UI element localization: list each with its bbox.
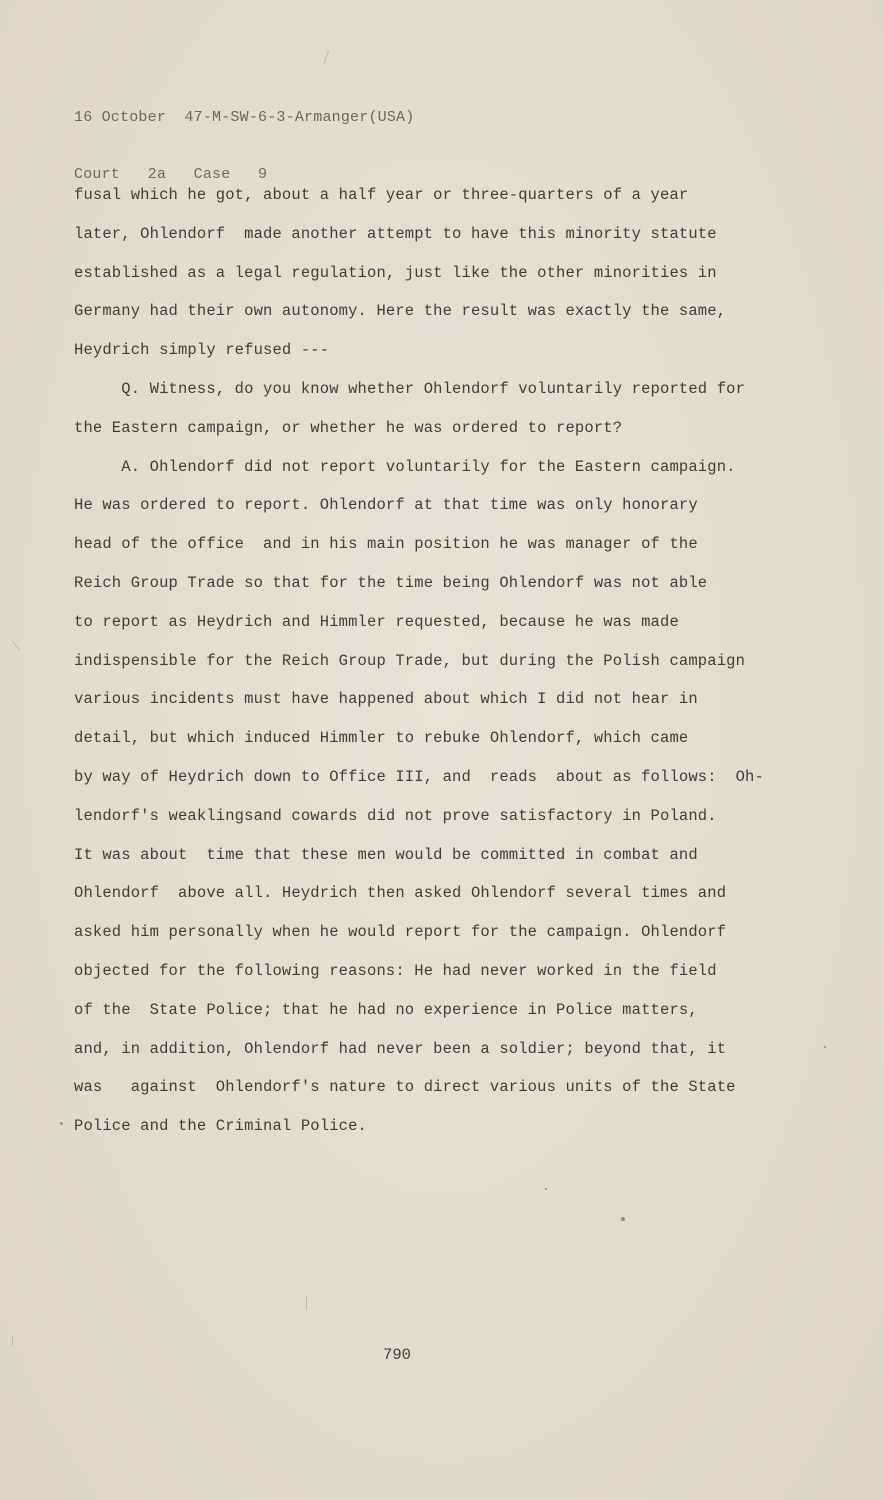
transcript-line: Ohlendorf above all. Heydrich then asked Ohlendorf several times and [74, 884, 727, 903]
transcript-line: He was ordered to report. Ohlendorf at that time was only honorary [74, 496, 698, 515]
transcript-line: of the State Police; that he had no experience in Police matters, [74, 1000, 698, 1019]
paper-speck [621, 1217, 625, 1221]
transcript-answer-line: A. Ohlendorf did not report voluntarily for the Eastern campaign. [74, 457, 736, 476]
paper-scratch [12, 1336, 13, 1346]
transcript-line: established as a legal regulation, just like the other minorities in [74, 263, 717, 282]
transcript-line: Reich Group Trade so that for the time being Ohlendorf was not able [74, 573, 708, 592]
header-court-case: Court 2a Case 9 [74, 166, 268, 183]
transcript-question-line: Q. Witness, do you know whether Ohlendorf voluntarily reported for [74, 379, 746, 398]
transcript-line: Heydrich simply refused --- [74, 341, 330, 360]
transcript-line: lendorf's weaklingsand cowards did not prove satisfactory in Poland. [74, 806, 717, 825]
transcript-line: by way of Heydrich down to Office III, and reads about as follows: Oh- [74, 767, 764, 786]
transcript-line: fusal which he got, about a half year or three-quarters of a year [74, 186, 689, 204]
transcript-line: asked him personally when he would report for the campaign. Ohlendorf [74, 923, 727, 942]
transcript-line: Police and the Criminal Police. [74, 1117, 367, 1136]
transcript-line: head of the office and in his main position he was manager of the [74, 535, 698, 554]
transcript-line: various incidents must have happened about which I did not hear in [74, 690, 698, 709]
transcript-body [74, 182, 794, 1152]
transcript-line: detail, but which induced Himmler to rebuke Ohlendorf, which came [74, 729, 689, 748]
transcript-line: Germany had their own autonomy. Here the result was exactly the same, [74, 302, 727, 321]
transcript-line: was against Ohlendorf's nature to direct various units of the State [74, 1078, 736, 1097]
transcript-line: It was about time that these men would be committed in combat and [74, 845, 698, 864]
paper-speck [824, 1046, 826, 1048]
paper-speck [60, 1122, 63, 1125]
transcript-line: the Eastern campaign, or whether he was ordered to report? [74, 418, 623, 437]
transcript-line: and, in addition, Ohlendorf had never been a soldier; beyond that, it [74, 1039, 727, 1058]
page-number: 790 [383, 1346, 411, 1364]
paper-scratch [324, 50, 330, 63]
transcript-line: indispensible for the Reich Group Trade, but during the Polish campaign [74, 651, 746, 670]
paper-speck [545, 1188, 547, 1190]
transcript-line: to report as Heydrich and Himmler requested, because he was made [74, 612, 679, 631]
transcript-line: objected for the following reasons: He had never worked in the field [74, 961, 717, 980]
paper-scratch [306, 1296, 307, 1310]
header-date-reference: 16 October 47-M-SW-6-3-Armanger(USA) [74, 109, 415, 126]
paper-scratch [12, 641, 20, 651]
transcript-line: later, Ohlendorf made another attempt to have this minority statute [74, 224, 717, 243]
